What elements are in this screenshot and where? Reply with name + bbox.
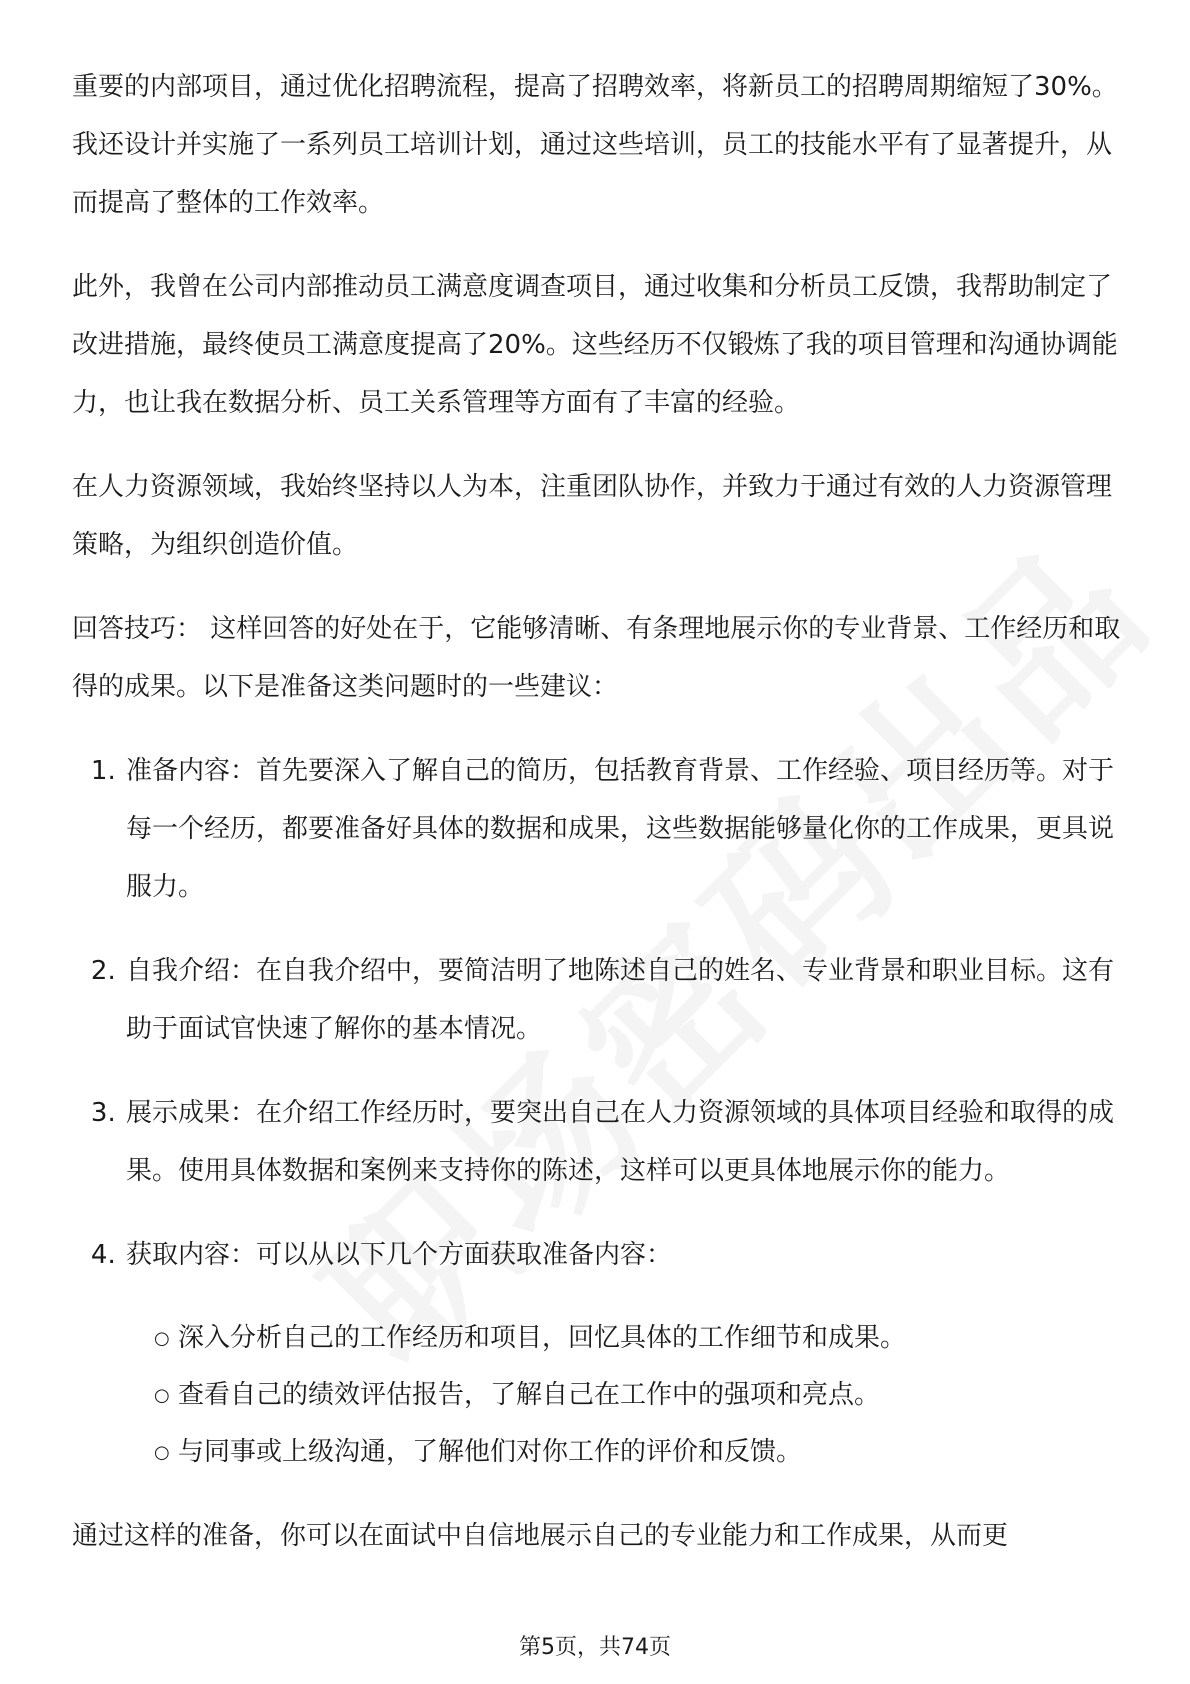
page-number: 第5页，共74页 (519, 1635, 671, 1660)
page-content (72, 58, 1122, 1591)
paragraph-closing: 通过这样的准备，你可以在面试中自信地展示自己的专业能力和工作成果，从而更 (72, 1521, 1009, 1551)
tip-text: 自我介绍：在自我介绍中，要简洁明了地陈述自己的姓名、专业背景和职业目标。这有助于面试官快速了解你的基本情况。 (126, 956, 1115, 1044)
tip-text: 准备内容：首先要深入了解自己的简历，包括教育背景、工作经验、项目经历等。对于每一个经历，都要准备好具体的数据和成果，这些数据能够量化你的工作成果，更具说服力。 (126, 756, 1115, 902)
circle-bullet-icon: ○ (154, 1328, 170, 1349)
circle-bullet-icon: ○ (154, 1385, 170, 1406)
tips-list (72, 742, 1122, 1481)
tip-text: 获取内容：可以从以下几个方面获取准备内容： (126, 1240, 673, 1270)
paragraph-answer-tips: 回答技巧： 这样回答的好处在于，它能够清晰、有条理地展示你的专业背景、工作经历和取得的成果。以下是准备这类问题时的一些建议： (72, 614, 1121, 702)
circle-bullet-icon: ○ (154, 1442, 170, 1463)
sources-list (126, 1310, 1122, 1481)
source-text: 查看自己的绩效评估报告，了解自己在工作中的强项和亮点。 (178, 1380, 881, 1410)
source-item (154, 1367, 1122, 1424)
source-text: 深入分析自己的工作经历和项目，回忆具体的工作细节和成果。 (178, 1323, 907, 1353)
source-item (154, 1310, 1122, 1367)
tip-item (124, 942, 1122, 1058)
tip-item (124, 742, 1122, 916)
source-text: 与同事或上级沟通，了解他们对你工作的评价和反馈。 (178, 1437, 803, 1467)
tip-item (124, 1226, 1122, 1481)
tip-text: 展示成果：在介绍工作经历时，要突出自己在人力资源领域的具体项目经验和取得的成果。使用具体数据和案例来支持你的陈述，这样可以更具体地展示你的能力。 (126, 1098, 1115, 1186)
paragraph-survey: 此外，我曾在公司内部推动员工满意度调查项目，通过收集和分析员工反馈，我帮助制定了改进措施，最终使员工满意度提高了20%。这些经历不仅锻炼了我的项目管理和沟通协调能力，也让我在数据分析、员工关系管理等方面有了丰富的经验。 (72, 272, 1118, 418)
paragraph-philosophy: 在人力资源领域，我始终坚持以人为本，注重团队协作，并致力于通过有效的人力资源管理策略，为组织创造价值。 (72, 472, 1113, 560)
source-item (154, 1424, 1122, 1481)
paragraph-achievements: 重要的内部项目，通过优化招聘流程，提高了招聘效率，将新员工的招聘周期缩短了30%。我还设计并实施了一系列员工培训计划，通过这些培训，员工的技能水平有了显著提升，从而提高了整体的工作效率。 (72, 72, 1118, 218)
tip-item (124, 1084, 1122, 1200)
